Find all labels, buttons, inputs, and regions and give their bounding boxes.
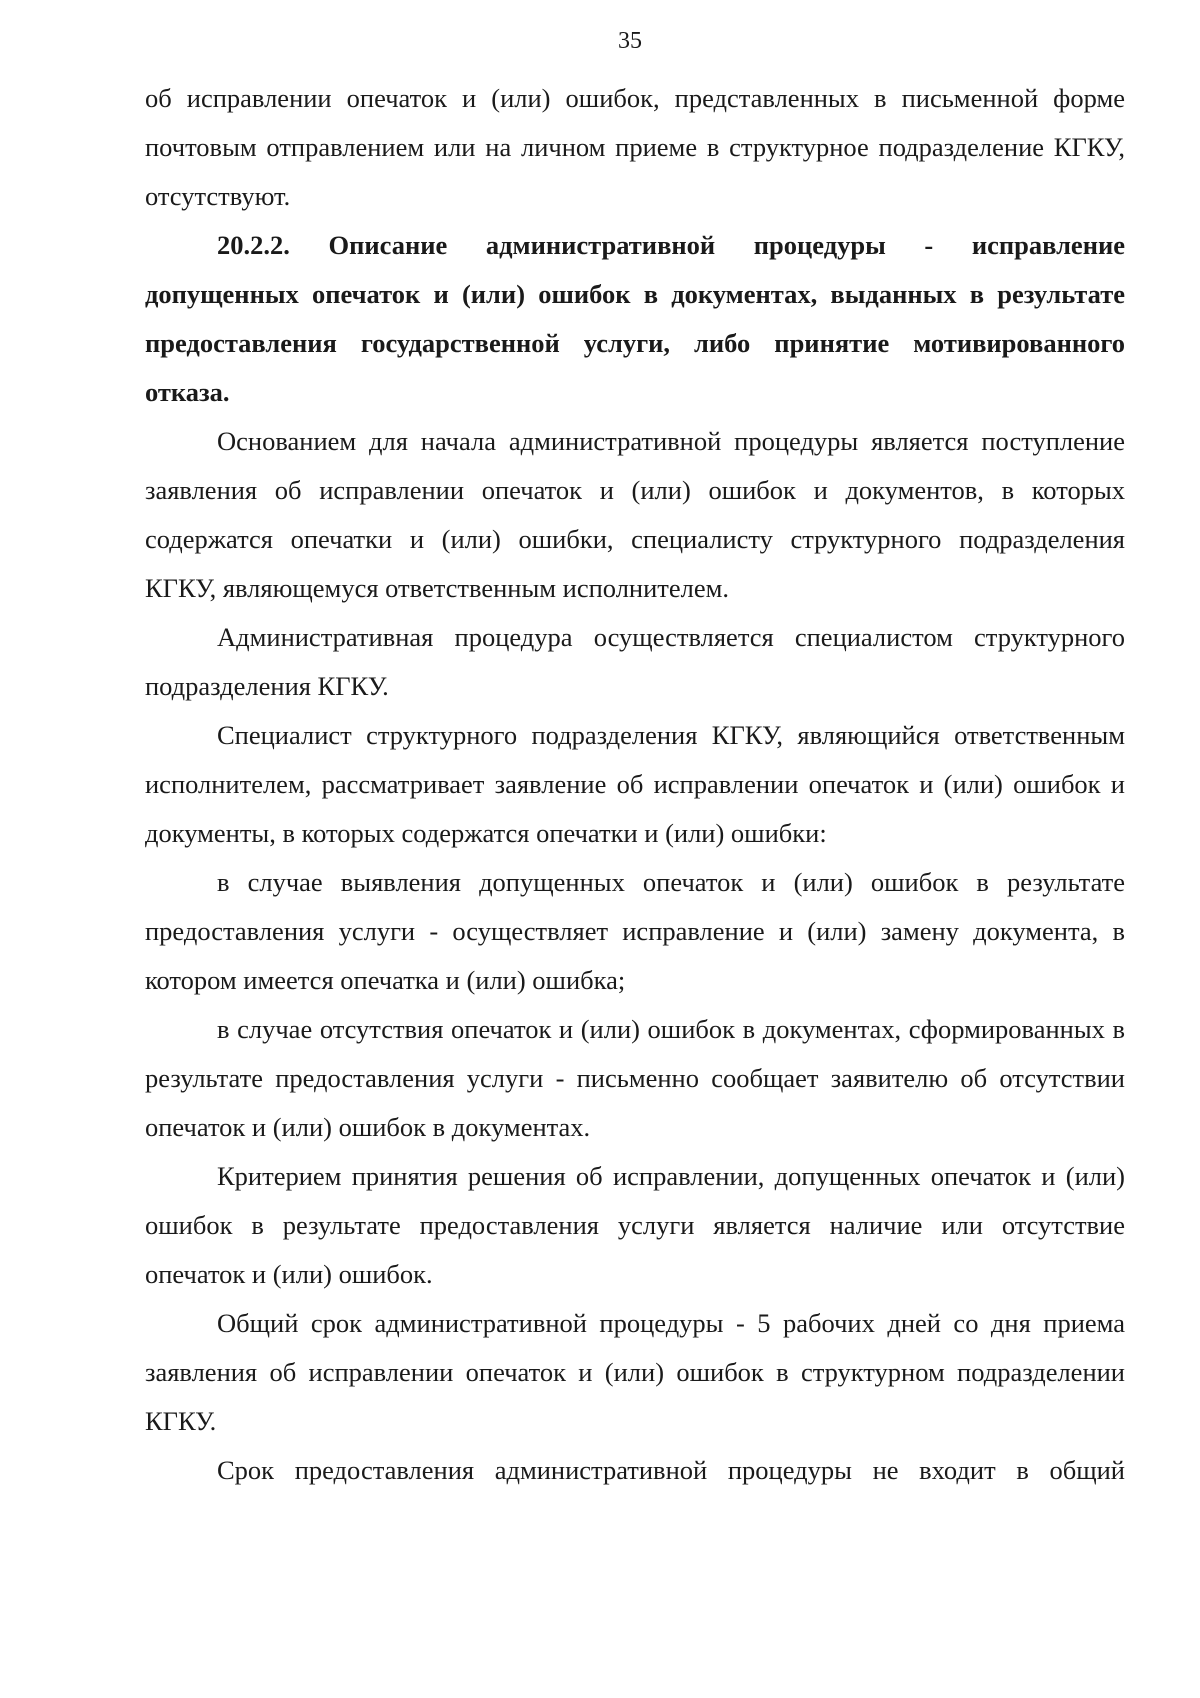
document-body [145, 74, 1125, 1495]
section-heading-20-2-2: 20.2.2. Описание административной процедуры - исправление допущенных опечаток и (или) ошибок в документах, выданных в результате предоставления государственной услуги, либо принятие мотивированного отказа. [145, 230, 1125, 407]
paragraph-term-note: Срок предоставления административной процедуры не входит в общий [217, 1455, 1125, 1485]
paragraph-decision-criterion: Критерием принятия решения об исправлении, допущенных опечаток и (или) ошибок в результате предоставления услуги является наличие или отсутствие опечаток и (или) ошибок. [145, 1161, 1125, 1289]
paragraph-basis: Основанием для начала административной процедуры является поступление заявления об исправлении опечаток и (или) ошибок и документов, в которых содержатся опечатки и (или) ошибки, специалисту структурного подразделения КГКУ, являющемуся ответственным исполнителем. [145, 426, 1125, 603]
paragraph-review: Специалист структурного подразделения КГКУ, являющийся ответственным исполнителем, рассматривает заявление об исправлении опечаток и (или) ошибок и документы, в которых содержатся опечатки и (или) ошибки: [145, 720, 1125, 848]
paragraph-total-term: Общий срок административной процедуры - 5 рабочих дней со дня приема заявления об исправлении опечаток и (или) ошибок в структурном подразделении КГКУ. [145, 1308, 1125, 1436]
paragraph-case-no-errors: в случае отсутствия опечаток и (или) ошибок в документах, сформированных в результате предоставления услуги - письменно сообщает заявителю об отсутствии опечаток и (или) ошибок в документах. [145, 1014, 1125, 1142]
paragraph-executor: Административная процедура осуществляется специалистом структурного подразделения КГКУ. [145, 622, 1125, 701]
paragraph-case-errors-found: в случае выявления допущенных опечаток и (или) ошибок в результате предоставления услуги - осуществляет исправление и (или) замену документа, в котором имеется опечатка и (или) ошибка; [145, 867, 1125, 995]
page-number: 35 [618, 28, 642, 54]
paragraph-continuation: об исправлении опечаток и (или) ошибок, представленных в письменной форме почтовым отправлением или на личном приеме в структурное подразделение КГКУ, отсутствуют. [145, 83, 1125, 211]
